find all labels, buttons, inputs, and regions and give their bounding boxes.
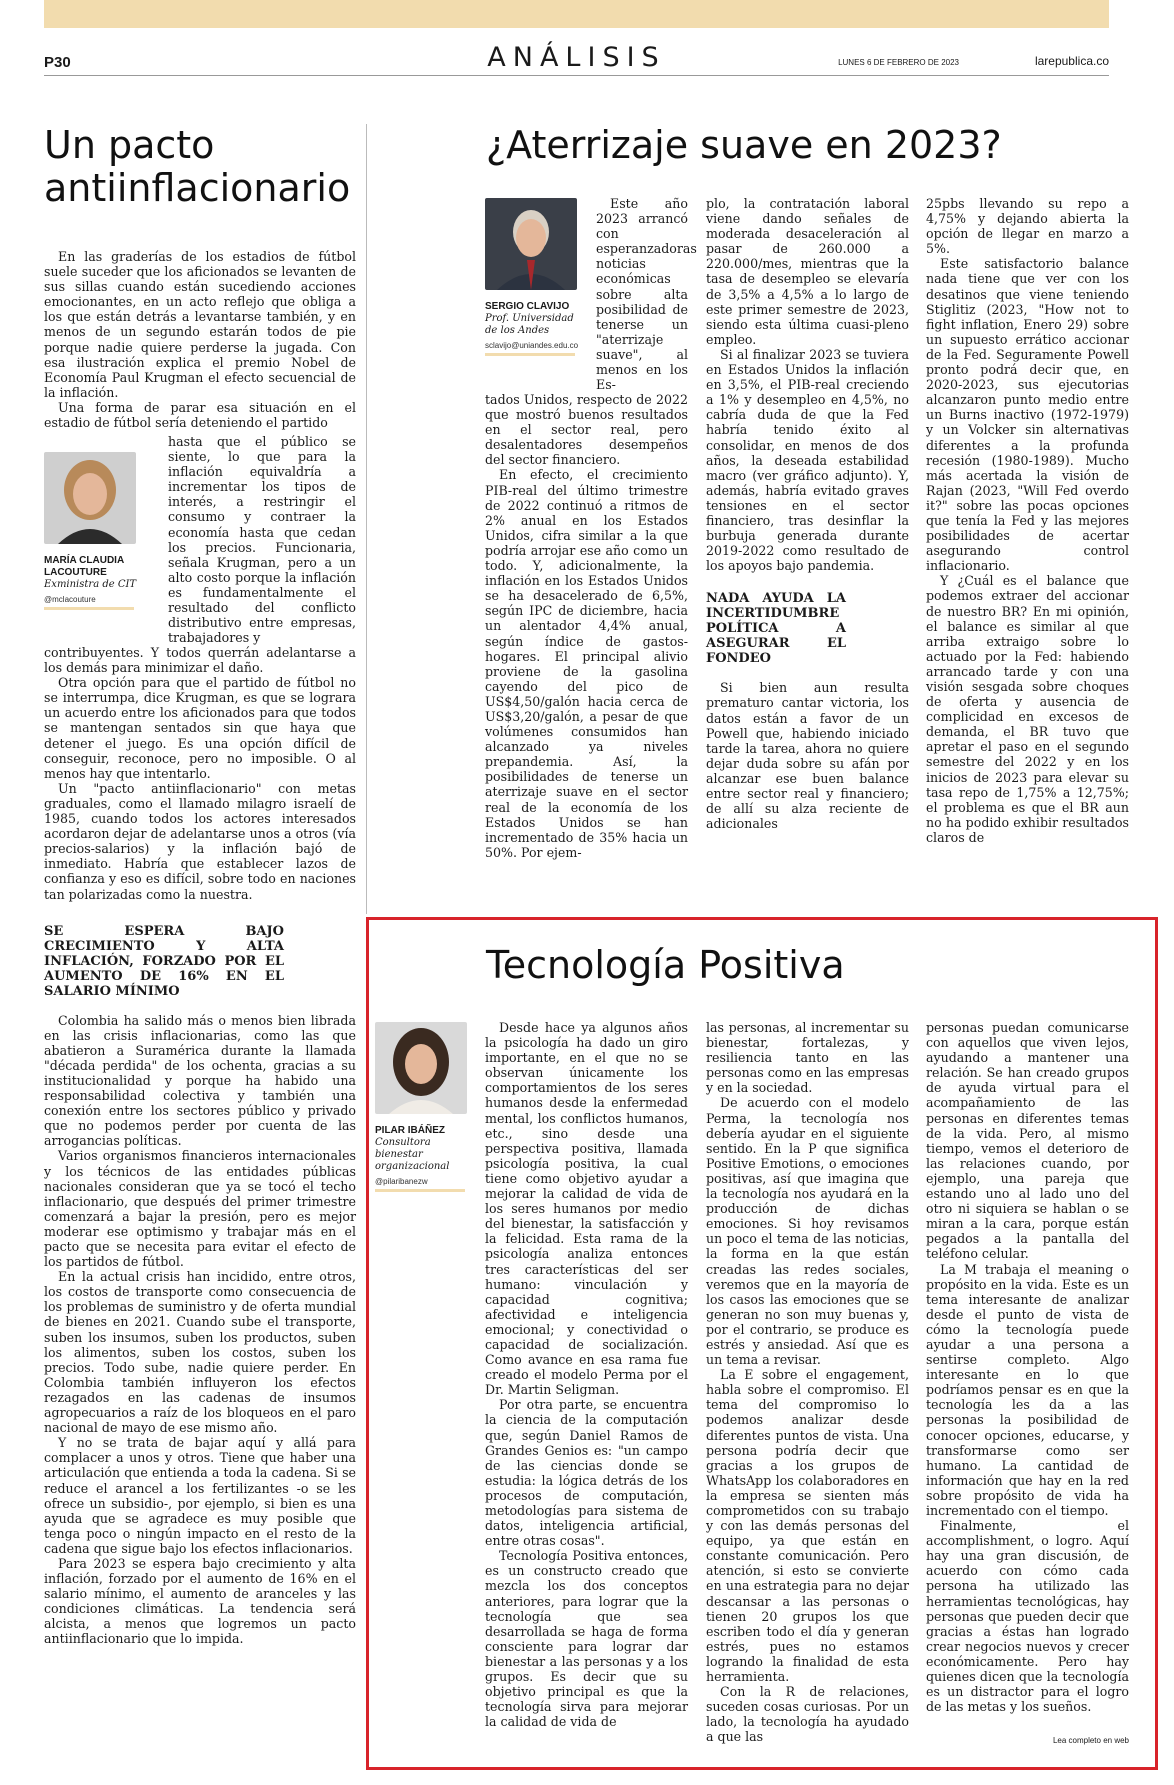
page-header [44, 40, 1109, 76]
paragraph: Si bien aun resulta prematuro cantar victoria, los datos están a favor de un Powell que, habiendo iniciado tarde la tarea, ahora no quiere dejar duda sobre su afán por alcanzar ese buen balance entre sector real y financiero; de allí su alza reciente de adicionales [706, 680, 909, 832]
article-body-tecnologia-col3 [926, 1020, 1129, 1714]
column-divider [366, 124, 367, 914]
paragraph: Por otra parte, se encuentra la ciencia de la computación que, según Daniel Ramos de Grandes Genios es: "un campo de las ciencias donde se estudia: la lógica detrás de los procesos de computación, metodologías para sistema de datos, inteligencia artificial, entre otras cosas". [485, 1397, 688, 1549]
paragraph: Y no se trata de bajar aquí y allá para complacer a unos y otros. Tiene que haber una articulación que entienda a toda la cadena. Si se reduce el arancel a los fertilizantes -o se les ofrece un subsidio-, por ejemplo, si bien es una ayuda que se agradece es muy posible que tenga poco o ningún impacto en el resto de la cadena que sigue bajo los efectos inflacionarios. [44, 1435, 356, 1556]
paragraph: Una forma de parar esa situación en el estadio de fútbol sería deteniendo el partido [44, 399, 356, 431]
paragraph: Y ¿Cuál es el balance que podemos extraer del accionar de nuestro BR? En mi opinión, el balance es similar al que arriba extraigo sobre lo actuado por la Fed: habiendo arrancado tarde y con una visión sesgada sobre choques de oferta y ausencia de complicidad en excesos de demanda, el BR tuvo que apretar el paso en el segundo semestre del 2022 y en los inicios de 2023 para elevar su tasa repo de 1,75% a 12,75%; el problema es que el BR aun no ha podido exhibir resultados claros de [926, 573, 1129, 845]
paragraph: Otra opción para que el partido de fútbol no se interrumpa, dice Krugman, es que se lograra un acuerdo entre los aficionados para que todos se mantengan sentados sin que haya que detener el juego. Es una opción difícil de conseguir, reconoce, pero no imposible. O al menos hay que intentarlo. [44, 675, 356, 781]
paragraph: La E sobre el engagement, habla sobre el compromiso. El tema del compromiso lo podemos analizar desde diferentes puntos de vista. Una persona podría decir que gracias a los grupos de WhatsApp los colaboradores en la empresa se sienten más comprometidos con su trabajo y con las demás personas del equipo, ya que están en constante comunicación. Pero atención, si esto se convierte en una estrategia para no dejar descansar a las personas o tienen 20 grupos los que escriben todo el día y generan estrés, pues no estamos logrando la finalidad de esta herramienta. [706, 1367, 909, 1685]
article-body-tecnologia-col1 [485, 1020, 688, 1729]
paragraph: En las graderías de los estadios de fútbol suele suceder que los aficionados se levanten de sus sillas cuando están sucediendo acciones emocionantes, en un acto reflejo que obliga a los que están detrás a levantarse también, y en menos de un segundo estarán todos de pie porque nadie quiere perderse la jugada. Con esa ilustración explica el premio Nobel de Economía Paul Krugman el efecto secuencial de la inflación. [44, 249, 356, 400]
site-link[interactable]: larepublica.co [1034, 54, 1109, 68]
author-photo-ibanez [375, 1022, 467, 1114]
author-name: SERGIO CLAVIJO [485, 301, 570, 312]
author-name: PILAR IBÁÑEZ [375, 1125, 445, 1136]
paragraph: contribuyentes. Y todos querrán adelantarse a los demás para minimizar el daño. [44, 645, 356, 676]
paragraph: En efecto, el crecimiento PIB-real del último trimestre de 2022 continuó a ritmos de 2% anual en los Estados Unidos, cifra similar a la que podría arrojar ese año como un todo. Y, adicionalmente, la inflación en los Estados Unidos se ha desacelerado de 6,5%, según IPC de diciembre, hacia un alentador 4,4% anual, según índice de gastos-hogares. El principal alivio proviene de la gasolina cayendo del pico de US$4,50/galón hacia cerca de US$3,20/galón, a pesar de que volúmenes consumidos han alcanzado ya niveles prepandemia. Así, la posibilidades de tenerse un aterrizaje suave en el sector real de la economía de los Estados Unidos se han incrementado de 35% hacia un 50%. Por ejem- [485, 467, 688, 860]
paragraph: Este año 2023 arrancó con esperanzadoras noticias económicas sobre alta posibilidad de tenerse un "aterrizaje suave", al menos en los Es- [596, 196, 697, 393]
author-role: Consultora bienestar organizacional [375, 1137, 450, 1172]
article-body-tecnologia-col2 [706, 1020, 909, 1745]
author-photo-clavijo [485, 198, 577, 290]
article-body-pacto-wrap [168, 434, 356, 645]
paragraph: 25pbs llevando su repo a 4,75% y dejando abierta la opción de llegar en marzo a 5%. [926, 196, 1129, 257]
paragraph: Con la R de relaciones, suceden cosas curiosas. Por un lado, la tecnología ha ayudado a que las [706, 1684, 909, 1745]
author-handle: @mclacouture [44, 595, 96, 604]
paragraph: Varios organismos financieros internacionales y los técnicos de las entidades públicas nacionales consideran que ya se tocó el techo inflacionario, que después del primer trimestre comenzará a bajar la presión, pero es mejor moderar ese optimismo y trabajar más en el pacto que se necesita para evitar el efecto de los partidos de fútbol. [44, 1148, 356, 1270]
issue-date: LUNES 6 DE FEBRERO DE 2023 [838, 58, 959, 67]
author-photo-lacouture [44, 452, 136, 544]
page-number: P30 [44, 54, 71, 71]
read-more-link[interactable]: Lea completo en web [1052, 1736, 1129, 1745]
paragraph: las personas, al incrementar su bienestar, fortalezas, y resiliencia tanto en las personas como en las empresas y en la sociedad. [706, 1020, 909, 1096]
paragraph: Desde hace ya algunos años la psicología ha dado un giro importante, en el que no se observan únicamente los comportamientos de los seres humanos desde la enfermedad mental, los conflictos humanos, etc., sino desde una perspectiva positiva, llamada psicología positiva, la cual tiene como objetivo ayudar a mejorar la calidad de vida de los seres humanos por medio del bienestar, la satisfacción y la felicidad. Esta rama de la psicología analiza entonces tres características del ser humano: vinculación y capacidad cognitiva; afectividad e inteligencia emocional; y conectividad o capacidad de socialización. Como avance en esa rama fue creado el modelo Perma por el Dr. Martin Seligman. [485, 1020, 688, 1398]
article-body-pacto-bottom [44, 645, 356, 1647]
author-accent-bar [375, 1189, 465, 1192]
author-box-clavijo [485, 198, 585, 356]
paragraph: Si al finalizar 2023 se tuviera en Estados Unidos la inflación en 3,5%, el PIB-real creciendo a 1% y desempleo en 4,5%, no cabría duda de que la Fed habría tenido éxito al consolidar, en menos de dos años, la deseada estabilidad macro (ver gráfico adjunto). Y, además, habría evitado graves tensiones en el sector financiero, tras desinflar la burbuja generada durante 2019-2022 como resultado de los apoyos bajo pandemia. [706, 346, 909, 574]
article-body-aterrizaje-col2 [706, 196, 909, 831]
top-accent-band [44, 0, 1109, 28]
paragraph: personas puedan comunicarse con aquellos que viven lejos, ayudando a mantener una relación. Se han creado grupos de ayuda virtual para el acompañamiento de las personas en diferentes temas de la vida. Pero, al mismo tiempo, vemos el deterioro de las relaciones cuando, por ejemplo, una pareja que estando uno al lado uno del otro ni siquiera se hablan o se miran a la cara, porque están pegados a la pantalla del teléfono celular. [926, 1020, 1129, 1262]
paragraph: La M trabaja el meaning o propósito en la vida. Este es un tema interesante de analizar desde el punto de vista de cómo la tecnología puede ayudar a una persona a sentirse completo. Algo interesante en lo que podríamos pensar es en que la tecnología les da a las personas la posibilidad de conocer opciones, educarse, y transformarse como ser humano. La cantidad de información que hay en la red sobre propósito de vida ha incrementado con el tiempo. [926, 1261, 1129, 1518]
paragraph: Finalmente, el accomplishment, o logro. Aquí hay una gran discusión, de acuerdo con cómo cada persona ha utilizado las herramientas tecnológicas, hay personas que pueden decir que gracias a éstas han logrado crear negocios nuevos y crecer económicamente. Pero hay quienes dicen que la tecnología es un distractor para el logro de las metas y los sueños. [926, 1518, 1129, 1715]
article-title-tecnologia: Tecnología Positiva [486, 943, 845, 987]
author-email: sclavijo@uniandes.edu.co [485, 341, 579, 350]
subheading: SE ESPERA BAJO CRECIMIENTO Y ALTA INFLACIÓN, FORZADO POR EL AUMENTO DE 16% EN EL SALARIO MÍNIMO [44, 923, 284, 999]
author-handle: @pilaribanezw [375, 1177, 428, 1186]
paragraph: Este satisfactorio balance nada tiene que ver con los desatinos que viene teniendo Stiglitiz (2023, "How not to fight inflation, Enero 29) sobre un supuesto errático accionar de la Fed. Seguramente Powell pronto podrá decir que, en 2020-2023, sus ejecutorias alcanzaron punto medio entre un Burns inactivo (1972-1979) y un Volcker sin alternativas diferentes a la profunda recesión (1980-1989). Mucho más acertada la visión de Rajan (2023, "Will Fed overdo it?" sobre las pocas opciones que tenía la Fed y las mejores posibilidades de acertar asegurando control inflacionario. [926, 256, 1129, 574]
article-body-aterrizaje-wrap [596, 196, 697, 393]
author-accent-bar [485, 353, 575, 356]
article-title-pacto [44, 124, 350, 209]
paragraph: En la actual crisis han incidido, entre otros, los costos de transporte como consecuencia de los problemas de suministro y de oferta mundial de bienes en 2021. Cuando sube el transporte, suben los insumos, suben los productos, suben los alimentos, suben los costos, suben los precios. Todo sube, nadie quiere perder. En Colombia también influyeron los efectos rezagados en las cadenas de insumos agropecuarios a raíz de los bloqueos en el paro nacional de mayo de ese mismo año. [44, 1269, 356, 1436]
author-accent-bar [44, 607, 134, 610]
author-name: MARÍA CLAUDIA LACOUTURE [44, 555, 124, 578]
author-box-ibanez [375, 1022, 475, 1192]
author-box-lacouture [44, 452, 144, 610]
paragraph: Tecnología Positiva entonces, es un constructo creado que mezcla los dos conceptos anteriores, para lograr que la tecnología que sea desarrollada se haga de forma consciente para lograr dar bienestar a las personas y a los grupos. Es decir que su objetivo principal es que la tecnología sirva para mejorar la calidad de vida de [485, 1548, 688, 1730]
article-title-line: Un pacto [44, 123, 215, 167]
paragraph: Para 2023 se espera bajo crecimiento y alta inflación, forzado por el aumento de 16% en el salario mínimo, el aumento de aranceles y las condiciones climáticas. La tendencia será alcista, a menos que logremos un pacto antiinflacionario que lo impida. [44, 1555, 356, 1647]
paragraph: plo, la contratación laboral viene dando señales de moderada desaceleración al pasar de 260.000 a 220.000/mes, mientras que la tasa de desempleo se elevaría de 3,5% a 4,5% a lo largo de este primer semestre de 2023, siendo esta última cuasi-pleno empleo. [706, 196, 909, 347]
section-title: ANÁLISIS [487, 42, 666, 73]
paragraph: De acuerdo con el modelo Perma, la tecnología nos debería ayudar en el siguiente sentido. En la P que significa Positive Emotions, o emociones positivas, así que imagina que la tecnología nos ayudará en la producción de dichas emociones. Si hoy revisamos un poco el tema de las noticias, la forma en la que están creadas las redes sociales, veremos que en la mayoría de los casos las emociones que se generan no son muy buenas y, por el contrario, se produce es estrés y ansiedad. Así que es un tema a revisar. [706, 1095, 909, 1368]
paragraph: Colombia ha salido más o menos bien librada en las crisis inflacionarias, como las que abatieron a Suramérica durante la llamada "década perdida" de los ochenta, gracias a su institucionalidad y porque ha habido una responsabilidad colectiva y también una conexión entre los sectores público y privado que no podemos perder por cuenta de las arrogancias políticas. [44, 1012, 356, 1149]
subheading: NADA AYUDA LA INCERTIDUMBRE POLÍTICA A ASEGURAR EL FONDEO [706, 591, 846, 667]
article-title-aterrizaje: ¿Aterrizaje suave en 2023? [486, 123, 1002, 167]
author-role: Exministra de CIT [44, 579, 137, 590]
article-body-aterrizaje-col3 [926, 196, 1129, 845]
paragraph: hasta que el público se siente, lo que para la inflación equivaldría a incrementar los tipos de interés, a restringir el consumo y contraer la economía hasta que cedan los precios. Funcionaria, señala Krugman, pero a un alto costo porque la inflación es fundamentalmente el resultado del conflicto distributivo entre empresas, trabajadores y [168, 434, 356, 646]
article-title-line: antiinflacionario [44, 165, 351, 210]
article-body-aterrizaje-col1 [485, 392, 688, 860]
author-role: Prof. Universidad de los Andes [485, 313, 574, 336]
article-body-pacto-top [44, 249, 356, 430]
paragraph: Un "pacto antiinflacionario" con metas graduales, como el llamado milagro israelí de 1985, cuando todos los actores interesados acordaron dejar de adelantarse unos a otros (vía precios-salarios) y la inflación bajó de inmediato. Habría que establecer lazos de confianza y eso es difícil, sobre todo en naciones tan polarizadas como la nuestra. [44, 780, 356, 902]
paragraph: tados Unidos, respecto de 2022 que mostró buenos resultados en el sector real, pero desalentadores desempeños del sector financiero. [485, 392, 688, 468]
